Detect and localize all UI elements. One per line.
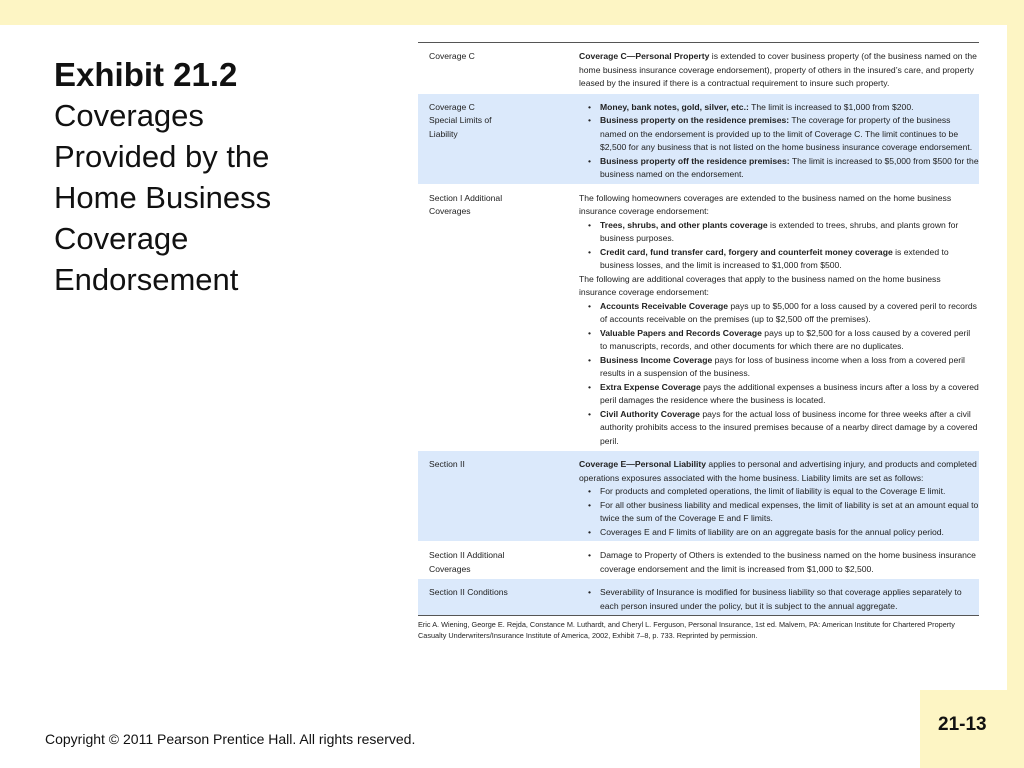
item-text: The limit is increased to $1,000 from $200. bbox=[748, 101, 914, 112]
item-text: is extended to business losses, and the limit is increased to $1,000 from $500. bbox=[600, 246, 949, 270]
bold-term: Extra Expense Coverage bbox=[600, 381, 701, 392]
list-item bbox=[579, 300, 979, 327]
item-text: The limit is increased to $5,000 from $500 for the business named on the endorsement. bbox=[600, 155, 979, 179]
row-label: Coverage C Special Limits of Liability bbox=[418, 93, 570, 184]
item-text: pays up to $5,000 for a loss caused by a covered peril to records of accounts receivable on the premises (up to $2,500 off the premises). bbox=[600, 300, 977, 324]
bold-term: Business property on the residence premises: bbox=[600, 115, 790, 125]
copyright-text: Copyright © 2011 Pearson Prentice Hall. All rights reserved. bbox=[45, 731, 416, 747]
bold-term: Civil Authority Coverage bbox=[600, 408, 700, 419]
source-citation: Eric A. Wiening, George E. Rejda, Constance M. Luthardt, and Cheryl L. Ferguson, Personal Insurance, 1st ed. Malvern, PA: American Institute for Chartered Property Casualty Underwriters/Insurance Institute of America, 2002, Exhibit 7–8, p. 733. Reprinted by permission. bbox=[418, 620, 955, 640]
item-text: Severability of Insurance is modified for business liability so that coverage applies separately to each person insured under the policy, but it is subject to the annual aggregate. bbox=[600, 587, 962, 611]
bullet-list bbox=[579, 300, 979, 449]
bold-term: Trees, shrubs, and other plants coverage bbox=[600, 219, 768, 230]
bold-term: Coverage C—Personal Property bbox=[579, 51, 710, 61]
row-description bbox=[570, 184, 979, 451]
list-item bbox=[579, 155, 979, 182]
slide-title bbox=[54, 54, 394, 300]
title-line: Coverage bbox=[54, 221, 189, 256]
title-line: Home Business bbox=[54, 180, 272, 215]
table-row bbox=[418, 451, 979, 542]
bold-term: Coverage E—Personal Liability bbox=[579, 459, 707, 469]
item-text: pays for the actual loss of business income for three weeks after a civil authority prohibits access to the insured premises because of a nearby direct damage by a covered peril. bbox=[600, 408, 978, 446]
item-text: For products and completed operations, the limit of liability is equal to the Coverage E limit. bbox=[600, 486, 946, 496]
row-description bbox=[570, 93, 979, 184]
row-label: Section II Additional Coverages bbox=[418, 542, 570, 579]
list-item bbox=[579, 499, 979, 526]
list-item bbox=[579, 586, 979, 613]
bold-term: Money, bank notes, gold, silver, etc.: bbox=[600, 101, 749, 112]
page-number: 21-13 bbox=[938, 714, 987, 735]
description-paragraph bbox=[579, 458, 979, 485]
item-text: Damage to Property of Others is extended to the business named on the home business insurance coverage endorsement and the limit is increased from $1,000 to $2,500. bbox=[600, 550, 976, 574]
row-label: Section I Additional Coverages bbox=[418, 184, 570, 451]
bottom-rule bbox=[418, 615, 979, 616]
bullet-list bbox=[579, 586, 979, 613]
description-paragraph bbox=[579, 50, 979, 91]
list-item bbox=[579, 381, 979, 408]
paragraph-text: The following are additional coverages that apply to the business named on the home business insurance coverage endorsement: bbox=[579, 273, 941, 297]
item-text: is extended to trees, shrubs, and plants grown for business purposes. bbox=[600, 219, 959, 243]
list-item bbox=[579, 526, 979, 540]
item-text: pays for loss of business income when a loss from a covered peril results in a suspension of the business. bbox=[600, 354, 965, 378]
title-line: Endorsement bbox=[54, 262, 239, 297]
item-text: pays up to $2,500 for a loss caused by a covered peril to manuscripts, records, and other documents for which there are no duplicates. bbox=[600, 327, 971, 351]
list-item bbox=[579, 549, 979, 576]
table-row bbox=[418, 579, 979, 616]
title-line: Provided by the bbox=[54, 139, 270, 174]
list-item bbox=[579, 101, 979, 115]
description-paragraph bbox=[579, 273, 979, 300]
item-text: Coverages E and F limits of liability are on an aggregate basis for the annual policy period. bbox=[600, 526, 944, 537]
bold-term: Credit card, fund transfer card, forgery and counterfeit money coverage bbox=[600, 246, 893, 257]
bold-term: Business property off the residence premises: bbox=[600, 155, 790, 166]
table-row bbox=[418, 93, 979, 184]
description-paragraph bbox=[579, 192, 979, 219]
title-exhibit: Exhibit 21.2 bbox=[54, 56, 238, 93]
list-item bbox=[579, 327, 979, 354]
row-description bbox=[570, 451, 979, 542]
row-label: Section II Conditions bbox=[418, 579, 570, 616]
row-description bbox=[570, 579, 979, 616]
bullet-list bbox=[579, 485, 979, 539]
top-band bbox=[0, 0, 1024, 25]
row-description bbox=[570, 542, 979, 579]
table-row bbox=[418, 43, 979, 93]
paragraph-text: The following homeowners coverages are extended to the business named on the home business insurance coverage endorsement: bbox=[579, 192, 952, 216]
exhibit-figure bbox=[418, 42, 979, 641]
list-item bbox=[579, 408, 979, 449]
row-description bbox=[570, 43, 979, 93]
bullet-list bbox=[579, 101, 979, 182]
list-item bbox=[579, 219, 979, 246]
row-label: Coverage C bbox=[429, 51, 475, 61]
table-row bbox=[418, 184, 979, 451]
item-text: For all other business liability and medical expenses, the limit of liability is set at an amount equal to twice the sum of the Coverage E and F limits. bbox=[600, 499, 979, 523]
title-line: Coverages bbox=[54, 98, 204, 133]
coverage-table bbox=[418, 43, 979, 615]
item-text: pays the additional expenses a business incurs after a loss by a covered peril damages the residence where the business is located. bbox=[600, 381, 979, 405]
right-band bbox=[1007, 0, 1024, 768]
list-item bbox=[579, 485, 979, 499]
bullet-list bbox=[579, 219, 979, 273]
paragraph-text: applies to personal and advertising injury, and products and completed operations exposures associated with the home business. Liability limits are set as follows: bbox=[579, 459, 977, 483]
list-item bbox=[579, 246, 979, 273]
list-item bbox=[579, 114, 979, 155]
bullet-list bbox=[579, 549, 979, 576]
bold-term: Valuable Papers and Records Coverage bbox=[600, 327, 762, 338]
bold-term: Accounts Receivable Coverage bbox=[600, 300, 729, 311]
footer-area bbox=[0, 690, 920, 768]
bold-term: Business Income Coverage bbox=[600, 354, 713, 365]
row-label: Section II bbox=[418, 451, 570, 542]
paragraph-text: is extended to cover business property (of the business named on the home business insurance coverage endorsement), property of others in the insured’s care, and property leased by the insured if there is a contractual requirement to insure such property. bbox=[579, 51, 977, 88]
list-item bbox=[579, 354, 979, 381]
item-text: The coverage for property of the business named on the endorsement is provided up to the limit of Coverage C. The limit continues to be $2,500 for any business that is not listed on the home business insurance coverage endorsement. bbox=[600, 115, 973, 152]
table-row bbox=[418, 542, 979, 579]
